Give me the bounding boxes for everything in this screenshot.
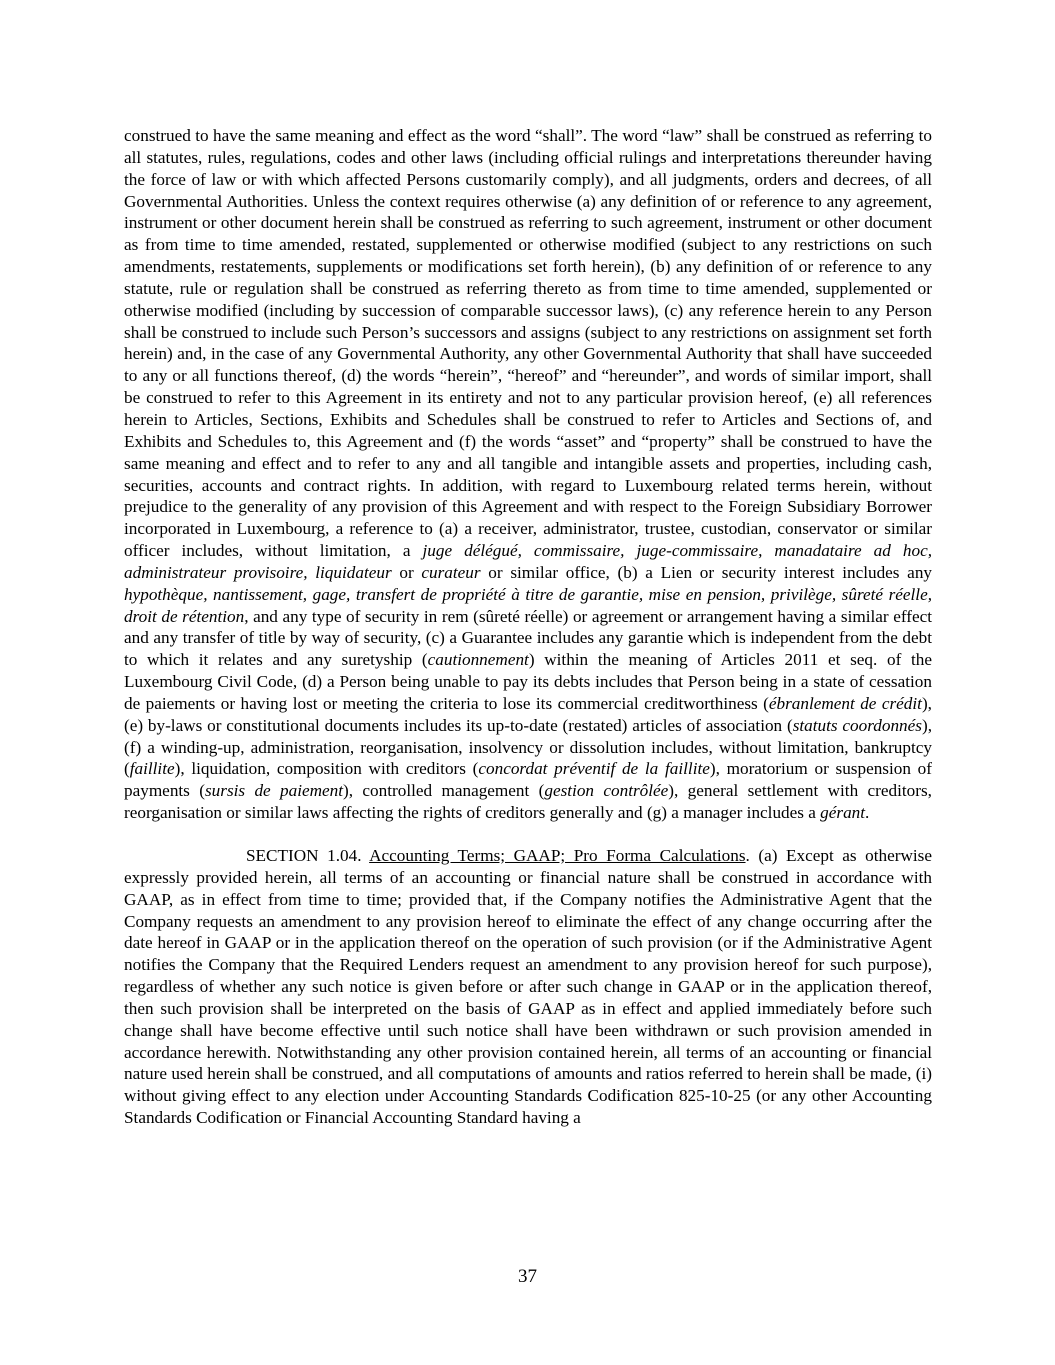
section-heading: Accounting Terms; GAAP; Pro Forma Calculations (369, 846, 746, 865)
document-body (124, 125, 932, 1129)
section-body-text: . (a) Except as otherwise expressly provided herein, all terms of an accounting or financial nature shall be construed in accordance with GAAP, as in effect from time to time; provided that, if the Company notifies the Administrative Agent that the Company requests an amendment to any provision hereof to eliminate the effect of any change occurring after the date hereof in GAAP or in the application thereof on the operation of such provision (or if the Administrative Agent notifies the Company that the Required Lenders request an amendment to any provision hereof for such purpose), regardless of whether any such notice is given before or after such change in GAAP or in the application thereof, then such provision shall be interpreted on the basis of GAAP as in effect and applied immediately before such change shall have become effective until such notice shall have been withdrawn or such provision amended in accordance herewith. Notwithstanding any other provision contained herein, all terms of an accounting or financial nature used herein shall be construed, and all computations of amounts and ratios referred to herein shall be made, (i) without giving effect to any election under Accounting Standards Codification 825-10-25 (or any other Accounting Standards Codification or Financial Accounting Standard having a (124, 846, 932, 1128)
text-run: ), general settlement with creditors, reorganisation or similar laws affecting the rights of creditors generally and (g) a manager includes a (124, 781, 932, 823)
italic-term: statuts coordonnés (792, 715, 922, 735)
italic-term: hypothèque, nantissement, gage, transfert de propriété à titre de garantie, mise en pension, privilège, sûreté réelle, droit de rétention (124, 584, 932, 626)
text-run: , and any type of security in rem (sûreté réelle) or agreement or arrangement having a similar effect and any transfer of title by way of security, (c) a Guarantee includes any garantie which is independent from the debt to which it relates and any suretyship ( (124, 606, 932, 670)
text-run: ), moratorium or suspension of payments ( (124, 759, 932, 801)
section-1-04-paragraph (124, 845, 932, 1129)
section-number: SECTION 1.04. (246, 846, 362, 865)
italic-term: curateur (421, 562, 481, 582)
italic-term: ébranlement de crédit (768, 693, 922, 713)
text-run: or (391, 562, 422, 582)
italic-term: juge délégué, commissaire, juge-commissaire, manadataire ad hoc, administrateur provisoire, liquidateur (124, 541, 932, 582)
text-run: ) within the meaning of Articles 2011 et seq. of the Luxembourg Civil Code, (d) a Person being unable to pay its debts includes that Person being in a state of cessation de paiements or having lost or meeting the criteria to lose its commercial creditworthiness ( (124, 650, 932, 713)
text-run: construed to have the same meaning and effect as the word “shall”. The word “law” shall be construed as referring to all statutes, rules, regulations, codes and other laws (including official rulings and interpretations thereunder having the force of law or with which affected Persons customarily comply), and all judgments, orders and decrees, of all Governmental Authorities. Unless the context requires otherwise (a) any definition of or reference to any agreement, instrument or other document herein shall be construed as referring to such agreement, instrument or other document as from time to time amended, restated, supplemented or otherwise modified (subject to any restrictions on such amendments, restatements, supplements or modifications set forth herein), (b) any definition of or reference to any statute, rule or regulation shall be construed as referring thereto as from time to time amended, supplemented or otherwise modified (including by succession of comparable successor laws), (c) any reference herein to any Person shall be construed to include such Person’s successors and assigns (subject to any restrictions on assignment set forth herein) and, in the case of any Governmental Authority, any other Governmental Authority that shall have succeeded to any or all functions thereof, (d) the words “herein”, “hereof” and “hereunder”, and words of similar import, shall be construed to refer to this Agreement in its entirety and not to any particular provision hereof, (e) all references herein to Articles, Sections, Exhibits and Schedules shall be construed to refer to Articles and Sections of, and Exhibits and Schedules to, this Agreement and (f) the words “asset” and “property” shall be construed to have the same meaning and effect and to refer to any and all tangible and intangible assets and properties, including cash, securities, accounts and contract rights. In addition, with regard to Luxembourg related terms herein, without prejudice to the generality of any provision of this Agreement and with respect to the Foreign Subsidiary Borrower incorporated in Luxembourg, a reference to (a) a receiver, administrator, trustee, custodian, conservator or similar officer includes, without limitation, a (124, 126, 932, 561)
text-run: ), controlled management ( (343, 781, 545, 801)
italic-term: sursis de paiement (204, 781, 344, 801)
paragraph-construction-rules (124, 125, 932, 824)
italic-term: gestion contrôlée (544, 781, 669, 801)
text-run: . (865, 803, 870, 823)
text-run: ), liquidation, composition with creditors ( (174, 759, 479, 779)
italic-term: faillite (129, 759, 175, 779)
text-run: or similar office, (b) a Lien or security interest includes any (480, 562, 933, 582)
page-number: 37 (518, 1266, 537, 1287)
italic-term: concordat préventif de la faillite (478, 759, 710, 779)
text-run: ), (f) a winding-up, administration, reorganisation, insolvency or dissolution includes, without limitation, bankruptcy ( (124, 715, 932, 779)
italic-term: gérant (820, 803, 866, 823)
italic-term: cautionnement (427, 650, 529, 670)
text-run: ), (e) by-laws or constitutional documents includes its up-to-date (restated) articles of association ( (124, 693, 932, 735)
